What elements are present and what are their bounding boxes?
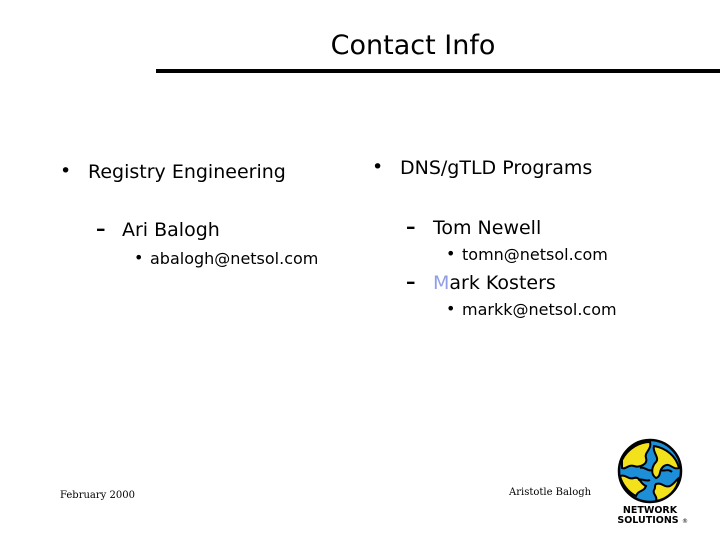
right-person2-email: markk@netsol.com — [462, 300, 617, 319]
logo-line1: NETWORK — [622, 505, 678, 516]
left-email-bullet: • — [134, 248, 144, 267]
right-person2-name-first-letter: M — [433, 272, 450, 294]
logo-line2: SOLUTIONS — [617, 515, 679, 524]
network-solutions-logo — [610, 438, 690, 524]
right-person2-name — [433, 272, 556, 294]
right-person1-name: Tom Newell — [433, 217, 542, 239]
right-person1-email-bullet: • — [446, 244, 456, 263]
title-underline — [156, 69, 720, 73]
right-person1-dash: – — [406, 216, 416, 238]
left-heading: Registry Engineering — [88, 161, 286, 183]
left-email: abalogh@netsol.com — [150, 249, 319, 268]
footer-author: Aristotle Balogh — [509, 487, 592, 498]
footer-date: February 2000 — [60, 490, 135, 501]
logo-registered-mark: ® — [682, 518, 688, 524]
left-person-name: Ari Balogh — [122, 219, 220, 241]
left-person-dash: – — [96, 218, 106, 240]
slide-title: Contact Info — [330, 30, 496, 61]
left-bullet: • — [60, 160, 72, 182]
right-person2-dash: – — [406, 271, 416, 293]
right-person2-name-rest: ark Kosters — [449, 272, 556, 294]
right-bullet: • — [372, 156, 384, 178]
right-person2-email-bullet: • — [446, 299, 456, 318]
right-heading: DNS/gTLD Programs — [400, 157, 593, 179]
right-person1-email: tomn@netsol.com — [462, 245, 608, 264]
puzzle-globe-icon — [619, 440, 681, 502]
